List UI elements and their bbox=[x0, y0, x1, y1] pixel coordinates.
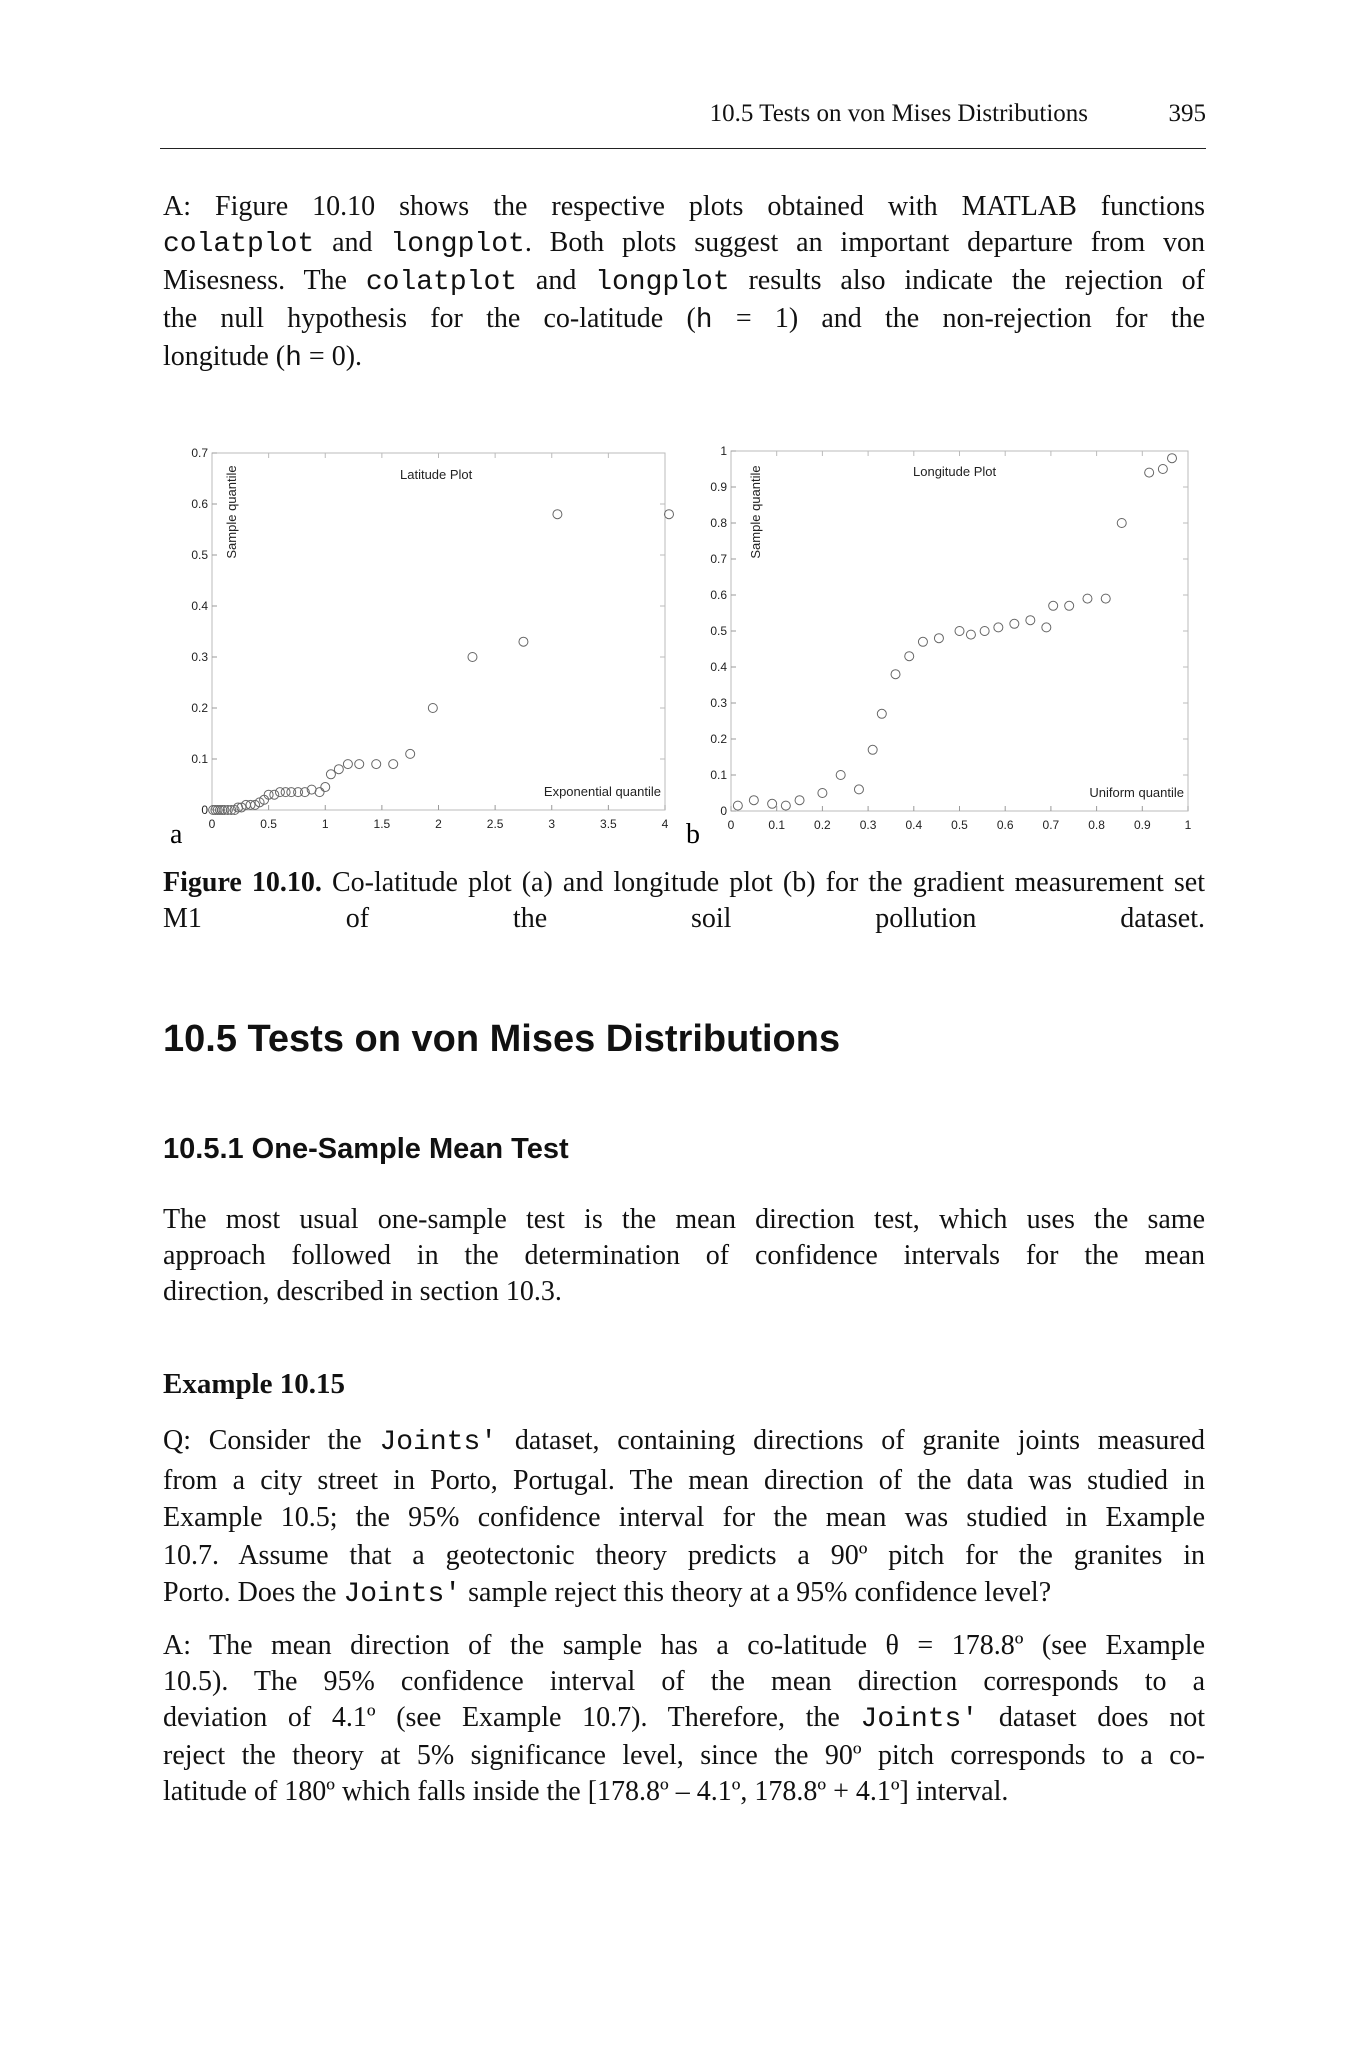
y-tick-label: 0.1 bbox=[710, 768, 727, 782]
chart-title: Latitude Plot bbox=[400, 467, 473, 482]
data-point bbox=[877, 709, 886, 718]
panel-letter-b: b bbox=[686, 819, 700, 850]
data-point bbox=[768, 799, 777, 808]
y-tick-label: 0.8 bbox=[710, 516, 727, 530]
data-point bbox=[733, 801, 742, 810]
subsection-heading: 10.5.1 One-Sample Mean Test bbox=[163, 1133, 569, 1165]
inline-text: Q: Consider the bbox=[163, 1425, 362, 1456]
data-point bbox=[372, 760, 381, 769]
y-tick-label: 0.6 bbox=[710, 588, 727, 602]
text-line: A: Figure 10.10 shows the respective plots obtained with MATLAB functions bbox=[163, 191, 1205, 222]
data-point bbox=[665, 510, 674, 519]
y-tick-label: 0 bbox=[720, 804, 727, 818]
y-axis-label: Sample quantile bbox=[224, 465, 239, 559]
inline-text: the null hypothesis for the co-latitude ( bbox=[163, 303, 696, 334]
section-heading: 10.5 Tests on von Mises Distributions bbox=[163, 1018, 841, 1060]
data-point bbox=[1145, 468, 1154, 477]
inline-text: = 1) and the non-rejection for the bbox=[735, 303, 1206, 334]
y-tick-label: 0.1 bbox=[191, 752, 208, 766]
inline-text: longitude ( bbox=[163, 341, 286, 372]
x-tick-label: 0.8 bbox=[1088, 818, 1105, 832]
x-tick-label: 0 bbox=[727, 818, 735, 832]
figure-caption bbox=[163, 865, 1205, 937]
data-point bbox=[1168, 454, 1177, 463]
x-tick-label: 0.2 bbox=[814, 818, 831, 832]
text-line: 10.7. Assume that a geotectonic theory predicts a 90º pitch for the granites in bbox=[163, 1539, 1205, 1571]
x-tick-label: 1 bbox=[1184, 818, 1192, 832]
data-point bbox=[406, 749, 415, 758]
data-point bbox=[321, 783, 330, 792]
data-point bbox=[891, 670, 900, 679]
y-tick-label: 0.2 bbox=[191, 701, 208, 715]
code-longplot: longplot bbox=[390, 229, 525, 260]
text-line: The most usual one-sample test is the mean direction test, which uses the same bbox=[163, 1204, 1205, 1235]
inline-text: dataset does not bbox=[998, 1702, 1206, 1733]
data-point bbox=[1010, 619, 1019, 628]
data-point bbox=[1042, 623, 1051, 632]
x-tick-label: 0.3 bbox=[859, 818, 877, 832]
data-point bbox=[326, 770, 335, 779]
chart-title: Longitude Plot bbox=[913, 464, 997, 479]
inline-text: deviation of 4.1º (see Example 10.7). Therefore, the bbox=[163, 1702, 840, 1733]
x-axis-label: Uniform quantile bbox=[1089, 785, 1184, 800]
panel-letter-a: a bbox=[170, 819, 183, 850]
y-tick-label: 0.3 bbox=[191, 650, 208, 664]
y-tick-label: 0.5 bbox=[710, 624, 727, 638]
latitude-plot bbox=[191, 446, 673, 831]
text-line: 10.5). The 95% confidence interval of the mean direction corresponds to a bbox=[163, 1666, 1205, 1697]
x-tick-label: 3 bbox=[548, 817, 556, 831]
caption-label: Figure 10.10. bbox=[163, 867, 322, 898]
inline-text: and bbox=[535, 265, 577, 296]
example-heading: Example 10.15 bbox=[163, 1368, 346, 1400]
data-point bbox=[1065, 601, 1074, 610]
data-point bbox=[468, 653, 477, 662]
code-colatplot: colatplot bbox=[163, 229, 315, 260]
x-tick-label: 4 bbox=[661, 817, 669, 831]
x-tick-label: 0 bbox=[208, 817, 216, 831]
y-tick-label: 0.6 bbox=[191, 497, 208, 511]
x-tick-label: 0.9 bbox=[1133, 818, 1151, 832]
text-line bbox=[163, 1574, 1205, 1614]
inline-text: dataset, containing directions of granite joints measured bbox=[514, 1425, 1206, 1456]
data-point bbox=[389, 760, 398, 769]
inline-text: and bbox=[332, 227, 373, 258]
data-point bbox=[818, 789, 827, 798]
data-point bbox=[966, 630, 975, 639]
data-point bbox=[428, 704, 437, 713]
data-point bbox=[355, 760, 364, 769]
y-tick-label: 0.4 bbox=[191, 599, 208, 613]
data-point bbox=[905, 652, 914, 661]
paragraph-answer bbox=[163, 1628, 1205, 1810]
x-tick-label: 2 bbox=[435, 817, 442, 831]
data-point bbox=[1049, 601, 1058, 610]
data-point bbox=[1158, 465, 1167, 474]
plot-frame bbox=[212, 453, 665, 810]
text-line: A: The mean direction of the sample has a co-latitude θ = 178.8º (see Example bbox=[163, 1630, 1205, 1661]
text-line: approach followed in the determination of confidence intervals for the mean bbox=[163, 1240, 1205, 1271]
code-longplot: longplot bbox=[595, 267, 730, 298]
code-h: h bbox=[285, 343, 302, 374]
inline-text: results also indicate the rejection of bbox=[748, 265, 1205, 296]
paragraph-question bbox=[163, 1422, 1205, 1614]
y-tick-label: 0.5 bbox=[191, 548, 208, 562]
data-point bbox=[553, 510, 562, 519]
data-point bbox=[1083, 594, 1092, 603]
text-line bbox=[163, 1700, 1205, 1738]
data-point bbox=[343, 760, 352, 769]
text-line: from a city street in Porto, Portugal. The mean direction of the data was studied in bbox=[163, 1464, 1205, 1496]
x-tick-label: 0.1 bbox=[768, 818, 786, 832]
x-tick-label: 1.5 bbox=[373, 817, 391, 831]
data-point bbox=[270, 790, 279, 799]
page-number: 395 bbox=[1168, 100, 1206, 127]
data-point bbox=[836, 771, 845, 780]
y-tick-label: 0.9 bbox=[710, 480, 727, 494]
inline-text: = 0). bbox=[308, 341, 363, 372]
data-point bbox=[334, 765, 343, 774]
text-line: reject the theory at 5% significance level, since the 90º pitch corresponds to a co- bbox=[163, 1740, 1205, 1771]
data-point bbox=[795, 796, 804, 805]
code-joints: Joints' bbox=[379, 1427, 498, 1458]
text-line bbox=[163, 1422, 1205, 1462]
code-joints: Joints' bbox=[860, 1704, 979, 1735]
x-tick-label: 1 bbox=[321, 817, 329, 831]
data-point bbox=[781, 801, 790, 810]
x-tick-label: 0.6 bbox=[996, 818, 1014, 832]
data-point bbox=[1101, 594, 1110, 603]
x-tick-label: 0.7 bbox=[1042, 818, 1060, 832]
y-tick-label: 0.2 bbox=[710, 732, 727, 746]
data-point bbox=[934, 634, 943, 643]
inline-text: sample reject this theory at a 95% confidence level? bbox=[468, 1577, 1052, 1608]
caption-text: Co-latitude plot (a) and longitude plot (b) for the gradient measurement set M1 of the soil pollution dataset. bbox=[163, 867, 1205, 934]
data-point bbox=[980, 627, 989, 636]
y-tick-label: 0.7 bbox=[191, 446, 208, 460]
code-colatplot: colatplot bbox=[365, 267, 518, 298]
x-axis-label: Exponential quantile bbox=[543, 784, 661, 799]
data-point bbox=[1026, 616, 1035, 625]
x-tick-label: 0.4 bbox=[905, 818, 923, 832]
inline-text: . Both plots suggest an important departure from von bbox=[524, 227, 1205, 258]
y-tick-label: 0.4 bbox=[710, 660, 727, 674]
y-axis-label: Sample quantile bbox=[748, 465, 763, 559]
longitude-plot bbox=[710, 444, 1191, 832]
data-point bbox=[918, 637, 927, 646]
plot-frame bbox=[731, 451, 1188, 811]
text-line: latitude of 180º which falls inside the [178.8º – 4.1º, 178.8º + 4.1º] interval. bbox=[163, 1776, 1009, 1807]
data-point bbox=[315, 788, 324, 797]
code-h: h bbox=[695, 305, 713, 336]
y-tick-label: 0 bbox=[201, 803, 208, 817]
data-point bbox=[1117, 519, 1126, 528]
running-head-title: 10.5 Tests on von Mises Distributions bbox=[709, 100, 1088, 127]
data-point bbox=[854, 785, 863, 794]
y-tick-label: 0.7 bbox=[710, 552, 727, 566]
paragraph-mean-test bbox=[163, 1202, 1205, 1310]
code-joints: Joints' bbox=[343, 1579, 462, 1610]
text-line: Example 10.5; the 95% confidence interval for the mean was studied in Example bbox=[163, 1502, 1205, 1533]
data-point bbox=[868, 745, 877, 754]
x-tick-label: 0.5 bbox=[260, 817, 277, 831]
inline-text: Misesness. The bbox=[163, 265, 347, 296]
data-point bbox=[749, 796, 758, 805]
x-tick-label: 0.5 bbox=[951, 818, 968, 832]
inline-text: Porto. Does the bbox=[163, 1577, 337, 1608]
figure-10-10 bbox=[0, 0, 1350, 860]
x-tick-label: 3.5 bbox=[600, 817, 617, 831]
data-point bbox=[955, 627, 964, 636]
caption-line bbox=[163, 865, 1205, 937]
y-tick-label: 0.3 bbox=[710, 696, 727, 710]
y-tick-label: 1 bbox=[720, 444, 727, 458]
data-point bbox=[519, 637, 528, 646]
x-tick-label: 2.5 bbox=[486, 817, 504, 831]
data-point bbox=[994, 623, 1003, 632]
text-line: direction, described in section 10.3. bbox=[163, 1276, 562, 1307]
